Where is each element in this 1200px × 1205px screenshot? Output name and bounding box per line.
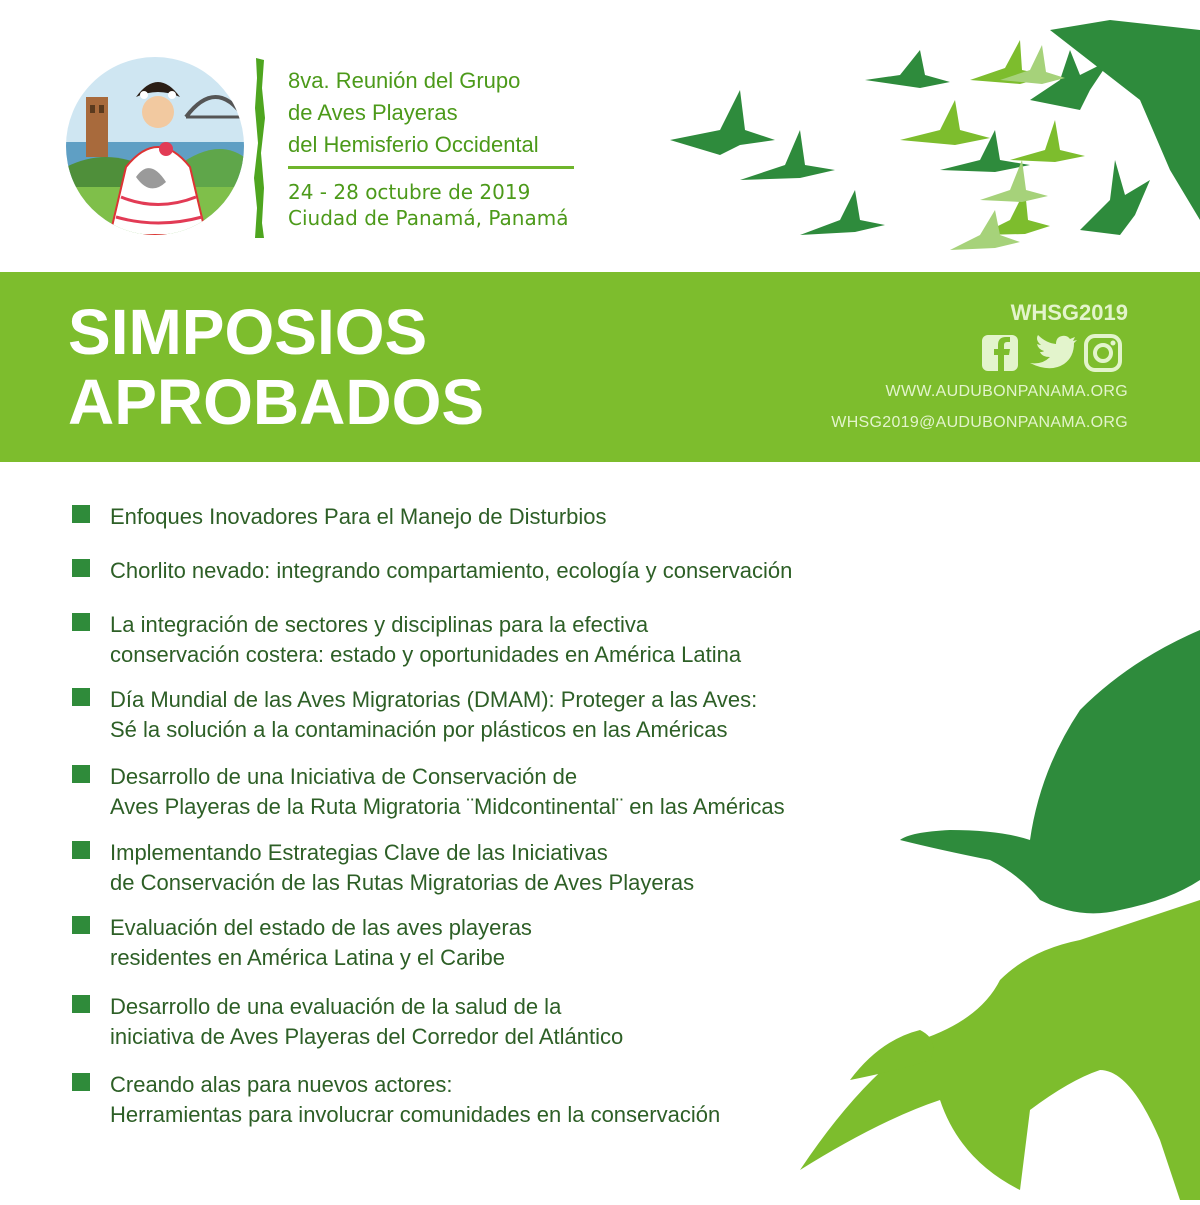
list-bullet (72, 916, 90, 934)
list-bullet (72, 995, 90, 1013)
instagram-icon[interactable] (1086, 336, 1120, 370)
list-item-text: iniciativa de Aves Playeras del Corredor del Atlántico (110, 1024, 624, 1049)
header-rule (288, 166, 574, 169)
list-item-text: Evaluación del estado de las aves playeras (110, 915, 532, 940)
list-bullet (72, 841, 90, 859)
list-item-text: conservación costera: estado y oportunidades en América Latina (110, 642, 742, 667)
event-logo-illustration (66, 57, 244, 235)
list-item-text: residentes en América Latina y el Caribe (110, 945, 505, 970)
list-item-text: Chorlito nevado: integrando compartamiento, ecología y conservación (110, 558, 793, 583)
event-location: Ciudad de Panamá, Panamá (288, 206, 569, 230)
list-item-text: Implementando Estrategias Clave de las Iniciativas (110, 840, 608, 865)
list-item-text: Día Mundial de las Aves Migratorias (DMAM): Proteger a las Aves: (110, 687, 758, 712)
event-title-line-1: 8va. Reunión del Grupo (288, 68, 521, 93)
list-bullet (72, 559, 90, 577)
event-dates: 24 - 28 octubre de 2019 (288, 180, 531, 204)
list-bullet (72, 613, 90, 631)
list-bullet (72, 765, 90, 783)
list-bullet (72, 688, 90, 706)
list-bullet (72, 1073, 90, 1091)
list-item-text: Desarrollo de una evaluación de la salud de la (110, 994, 562, 1019)
facebook-icon[interactable] (982, 335, 1018, 371)
event-hashtag: WHSG2019 (1010, 300, 1128, 325)
list-item-text: La integración de sectores y disciplinas para la efectiva (110, 612, 649, 637)
event-title-line-2: de Aves Playeras (288, 100, 458, 125)
email-link[interactable]: WHSG2019@AUDUBONPANAMA.ORG (831, 414, 1128, 431)
list-item-text: Desarrollo de una Iniciativa de Conservación de (110, 764, 578, 789)
vertical-divider (250, 58, 270, 238)
banner-title-line-2: APROBADOS (68, 366, 485, 438)
list-item-text: Creando alas para nuevos actores: (110, 1072, 453, 1097)
twitter-icon[interactable] (1030, 335, 1077, 368)
list-bullet (72, 505, 90, 523)
list-item-text: de Conservación de las Rutas Migratorias de Aves Playeras (110, 870, 695, 895)
large-birds-illustration (700, 600, 1200, 1200)
list-item-text: Sé la solución a la contaminación por plásticos en las Américas (110, 717, 728, 742)
list-item-text: Aves Playeras de la Ruta Migratoria ¨Midcontinental¨ en las Américas (110, 794, 785, 819)
banner-title-line-1: SIMPOSIOS (68, 296, 428, 368)
list-item-text: Herramientas para involucrar comunidades en la conservación (110, 1102, 721, 1127)
list-item-text: Enfoques Inovadores Para el Manejo de Disturbios (110, 504, 607, 529)
social-icons (980, 333, 1130, 373)
website-link[interactable]: WWW.AUDUBONPANAMA.ORG (885, 383, 1128, 400)
flock-of-birds-illustration (650, 20, 1200, 260)
event-title-line-3: del Hemisferio Occidental (288, 132, 539, 157)
